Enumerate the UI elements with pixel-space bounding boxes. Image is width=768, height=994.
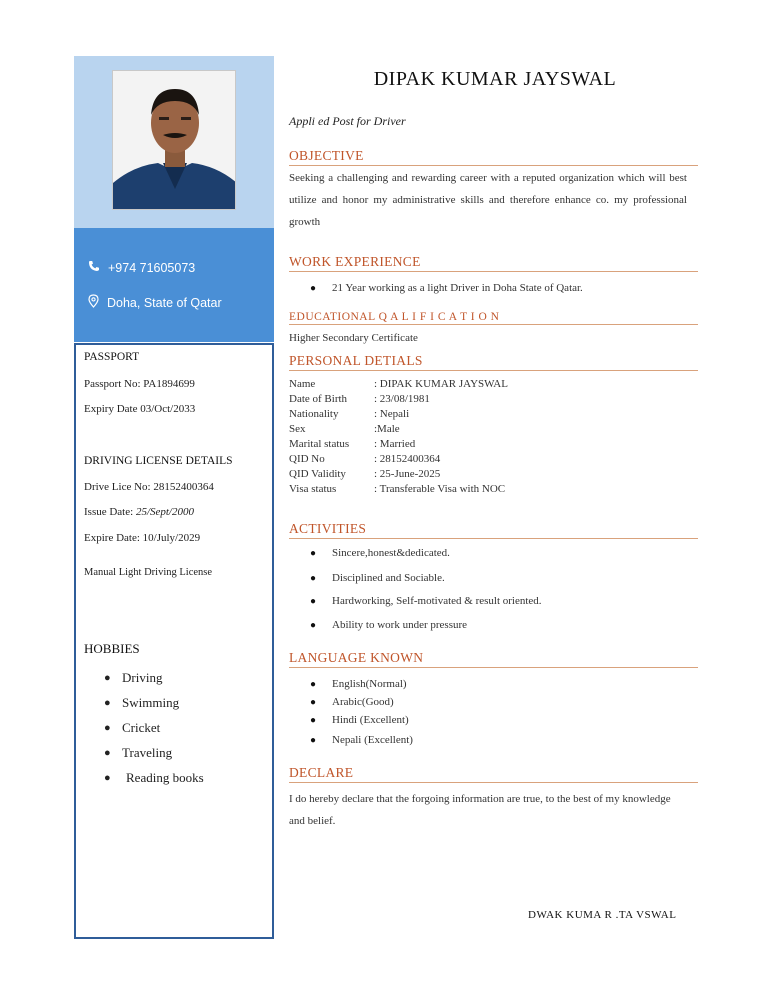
passport-expiry: Expiry Date 03/Oct/2033 xyxy=(84,403,196,415)
table-row: Nationality : Nepali xyxy=(289,408,410,420)
license-number: Drive Lice No: 28152400364 xyxy=(84,481,214,493)
phone-icon xyxy=(88,260,100,275)
candidate-name: DIPAK KUMAR JAYSWAL xyxy=(373,68,617,90)
license-issue-date xyxy=(84,506,194,518)
hobbies-title: HOBBIES xyxy=(84,641,140,656)
passport-number: Passport No: PA1894699 xyxy=(84,378,195,390)
objective-heading: OBJECTIVE xyxy=(289,148,698,166)
declare-heading: DECLARE xyxy=(289,765,698,783)
list-item: ● Cricket xyxy=(104,719,161,735)
list-item: ● Nepali (Excellent) xyxy=(310,734,413,746)
location-row xyxy=(88,294,222,311)
bullet-icon: ● xyxy=(310,619,317,631)
profile-photo xyxy=(112,70,236,210)
personal-details-heading: PERSONAL DETIALS xyxy=(289,353,698,371)
bullet-icon: ● xyxy=(310,595,317,607)
location-text: Doha, State of Qatar xyxy=(107,295,222,310)
bullet-icon: ● xyxy=(310,678,317,690)
issue-date-label: Issue Date: xyxy=(84,506,136,518)
license-type: Manual Light Driving License xyxy=(84,567,213,578)
bullet-icon: ● xyxy=(310,696,317,708)
work-experience-heading: WORK EXPERIENCE xyxy=(289,254,698,272)
personal-details-table xyxy=(289,378,508,498)
table-row: QID No : 28152400364 xyxy=(289,453,441,465)
list-item: ● Reading books xyxy=(104,769,204,785)
signature: DWAK KUMA R .TA VSWAL xyxy=(528,909,677,921)
side-details-panel xyxy=(74,343,274,939)
hobbies-list xyxy=(104,665,204,790)
list-item: ● Traveling xyxy=(104,744,173,760)
list-item: ● Swimming xyxy=(104,694,180,710)
list-item: ● 21 Year working as a light Driver in Doha State of Qatar. xyxy=(310,282,583,294)
language-heading: LANGUAGE KNOWN xyxy=(289,650,698,668)
list-item: ● Sincere,honest&dedicated. xyxy=(310,547,450,559)
list-item: ● Driving xyxy=(104,669,163,685)
education-heading: EDUCATIONAL Q A L I F I C A T I O N xyxy=(289,311,698,325)
education-text: Higher Secondary Certificate xyxy=(289,332,418,344)
bullet-icon: ● xyxy=(104,721,111,734)
passport-title: PASSPORT xyxy=(84,351,140,363)
table-row: QID Validity : 25-June-2025 xyxy=(289,468,441,480)
table-row: Marital status : Married xyxy=(289,438,416,450)
bullet-icon: ● xyxy=(310,572,317,584)
list-item: ● Arabic(Good) xyxy=(310,696,394,708)
bullet-icon: ● xyxy=(104,696,111,709)
bullet-icon: ● xyxy=(104,771,111,784)
table-row: Date of Birth : 23/08/1981 xyxy=(289,393,430,405)
table-row: Name : DIPAK KUMAR JAYSWAL xyxy=(289,378,508,390)
location-pin-icon xyxy=(88,294,99,311)
bullet-icon: ● xyxy=(310,734,317,746)
activities-heading: ACTIVITIES xyxy=(289,521,698,539)
objective-text: Seeking a challenging and rewarding career with a reputed organization which will best utilize and honor my administrative skills and therefore enhance co. my professional growth xyxy=(289,172,687,228)
list-item: ● Disciplined and Sociable. xyxy=(310,572,445,584)
bullet-icon: ● xyxy=(104,671,111,684)
list-item: ● Hardworking, Self-motivated & result oriented. xyxy=(310,595,542,607)
applied-post: Appli ed Post for Driver xyxy=(289,114,406,128)
bullet-icon: ● xyxy=(310,714,317,726)
phone-row xyxy=(88,260,195,275)
list-item: ● Hindi (Excellent) xyxy=(310,714,409,726)
list-item: ● Ability to work under pressure xyxy=(310,619,468,631)
list-item: ● English(Normal) xyxy=(310,678,407,690)
phone-number: +974 71605073 xyxy=(108,260,196,275)
declare-text: I do hereby declare that the forgoing information are true, to the best of my knowledge and belief. xyxy=(289,793,671,827)
table-row: Visa status : Transferable Visa with NOC xyxy=(289,483,506,495)
issue-date-value: 25/Sept/2000 xyxy=(135,506,194,518)
bullet-icon: ● xyxy=(104,746,111,759)
contact-panel xyxy=(74,228,274,342)
table-row: Sex :Male xyxy=(289,423,400,435)
license-expire-date: Expire Date: 10/July/2029 xyxy=(84,532,201,544)
bullet-icon: ● xyxy=(310,547,317,559)
bullet-icon: ● xyxy=(310,282,317,294)
driving-license-title: DRIVING LICENSE DETAILS xyxy=(84,455,233,467)
